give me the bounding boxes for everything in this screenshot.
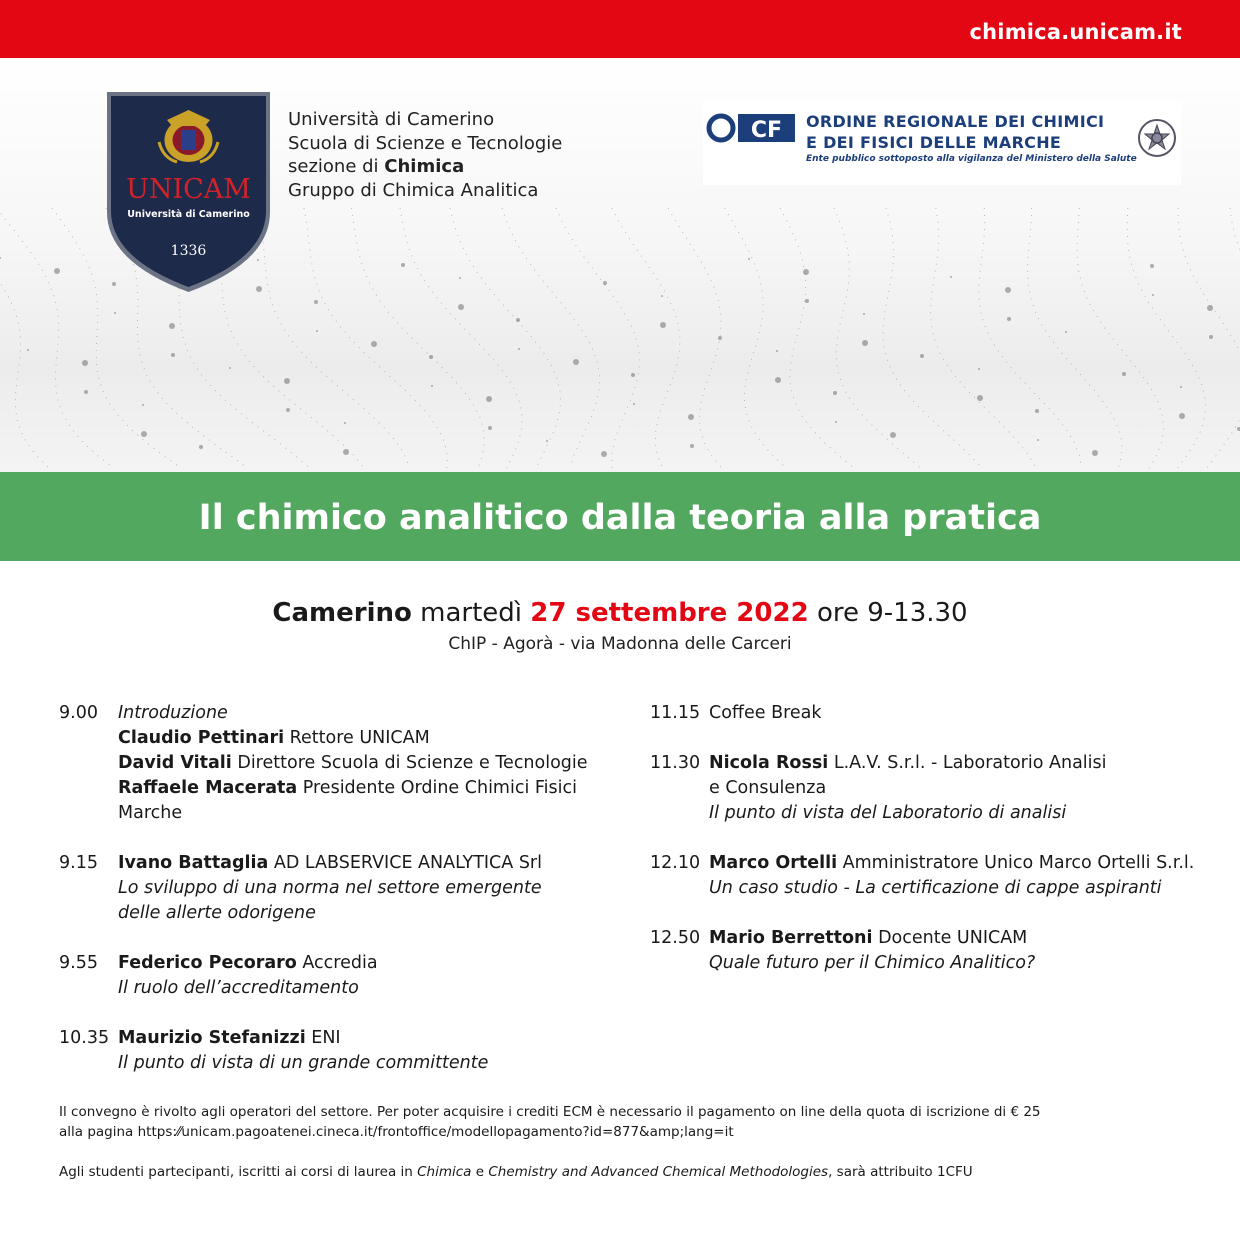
wave-dot	[1122, 372, 1126, 376]
ocf-logo	[703, 101, 1181, 185]
wave-dot	[833, 391, 837, 395]
wave-dot	[601, 451, 607, 457]
program-left-column: 9.00 Introduzione Claudio Pettinari Rettore UNICAM David Vitali Direttore Scuola di Scienze e Tecnologie Raffaele Macerata Presidente Ordine Chimici Fisici Marche 9.15 Ivano Battaglia AD LABSERVICE ANALYTICA Srl Lo sviluppo di una norma nel settore emergente delle allerte odorigene 9.55 Federico Pecoraro Accredia Il ruolo dell’accreditamento 10.35 Maurizio Stefanizzi ENI Il punto di vista di un grande committente	[59, 703, 588, 1073]
wave-dot	[84, 390, 88, 394]
wave-line	[1077, 208, 1164, 468]
wave-dot	[371, 341, 377, 347]
wave-dot	[1005, 287, 1011, 293]
university-info	[288, 108, 562, 202]
ocf-acronym-icon	[706, 113, 796, 143]
wave-dot	[978, 368, 980, 370]
wave-dot	[631, 373, 635, 377]
wave-dot	[316, 330, 318, 332]
wave-dot	[977, 395, 983, 401]
wave-dot	[516, 318, 520, 322]
wave-dot	[661, 295, 663, 297]
wave-dot	[27, 349, 29, 351]
wave-line	[612, 208, 680, 468]
wave-dot	[805, 299, 809, 303]
wave-line	[556, 208, 639, 468]
wave-dot	[142, 404, 144, 406]
wave-dot	[284, 378, 290, 384]
site-url-link[interactable]: chimica.unicam.it	[969, 20, 1182, 44]
wave-dot	[0, 257, 1, 259]
wave-dot	[169, 323, 175, 329]
program-right-column: 11.15 Coffee Break 11.30 Nicola Rossi L.A.V. S.r.l. - Laboratorio Analisi e Consulenza Il punto di vista del Laboratorio di analisi 12.10 Marco Ortelli Amministratore Unico Marco Ortelli S.r.l. Un caso studio - La certificazione di cappe aspiranti 12.50 Mario Berrettoni Docente UNICAM Quale futuro per il Chimico Analitico?	[650, 703, 1195, 973]
wave-line	[450, 208, 561, 468]
wave-dot	[862, 340, 868, 346]
section-name: sezione di Chimica	[288, 156, 465, 177]
wave-dot	[518, 348, 520, 350]
wave-dot	[486, 396, 492, 402]
italian-republic-emblem-icon	[1135, 113, 1179, 163]
wave-dot	[344, 422, 346, 424]
wave-line	[0, 208, 49, 468]
registration-note: Il convegno è rivolto agli operatori del settore. Per poter acquisire i crediti ECM è necessario il pagamento on line della quota di iscrizione di € 25 alla pagina https:⁄⁄unicam.pagoatenei.cineca.it/frontoffice/modellopagamento?id=877&amp;lang=it	[59, 1104, 1041, 1140]
group-name: Gruppo di Chimica Analitica	[288, 179, 539, 201]
wave-line	[256, 208, 409, 468]
wave-dot	[775, 377, 781, 383]
wave-line	[1127, 208, 1205, 468]
wave-line	[883, 208, 982, 468]
wave-dot	[314, 300, 318, 304]
svg-text:CF: CF	[750, 118, 783, 143]
title-banner	[0, 472, 1240, 561]
wave-dot	[1007, 317, 1011, 321]
wave-line	[780, 208, 854, 468]
wave-dot	[633, 403, 635, 405]
wave-line	[1028, 208, 1122, 468]
wave-line	[304, 208, 447, 468]
wave-dot	[863, 313, 865, 315]
wave-dot	[803, 269, 809, 275]
event-datetime: Camerino martedì 27 settembre 2022 ore 9-13.30	[272, 598, 968, 628]
wave-line	[979, 208, 1082, 468]
wave-dot	[343, 449, 349, 455]
wave-dot	[660, 322, 666, 328]
wave-line	[668, 208, 721, 468]
wave-line	[400, 208, 522, 468]
wave-dot	[603, 281, 607, 285]
svg-text:1336: 1336	[170, 243, 207, 259]
wave-dot	[835, 421, 837, 423]
wave-dot	[229, 367, 231, 369]
ocf-name: ORDINE REGIONALE DEI CHIMICI E DEI FISICI DELLE MARCHE	[806, 112, 1105, 152]
wave-dot	[1152, 294, 1154, 296]
wave-dot	[688, 414, 694, 420]
university-name: Università di Camerino	[288, 109, 495, 130]
wave-dot	[1092, 450, 1098, 456]
wave-line	[1178, 208, 1240, 468]
wave-line	[352, 208, 485, 468]
event-venue: ChIP - Agorà - via Madonna delle Carceri	[448, 634, 792, 654]
wave-dot	[429, 355, 433, 359]
wave-dot	[459, 277, 461, 279]
wave-line	[502, 208, 600, 468]
wave-line	[725, 208, 787, 468]
wave-dot	[690, 444, 694, 448]
wave-dot	[401, 263, 405, 267]
wave-dot	[776, 350, 778, 352]
wave-dot	[573, 359, 579, 365]
wave-dot	[458, 304, 464, 310]
svg-text:UNICAM: UNICAM	[126, 174, 251, 205]
wave-dot	[431, 385, 433, 387]
wave-dot	[199, 445, 203, 449]
wave-dot	[1180, 386, 1182, 388]
wave-dot	[82, 360, 88, 366]
wave-dot	[1209, 335, 1213, 339]
wave-dot	[890, 432, 896, 438]
wave-line	[931, 208, 1037, 468]
wave-dot	[1037, 439, 1039, 441]
wave-dot	[1150, 264, 1154, 268]
intro-label: Introduzione	[118, 703, 228, 723]
wave-dot	[546, 440, 548, 442]
wave-dot	[1207, 305, 1213, 311]
event-title: Il chimico analitico dalla teoria alla pratica	[198, 498, 1042, 538]
wave-dot	[171, 353, 175, 357]
wave-dot	[1065, 331, 1067, 333]
wave-dot	[141, 431, 147, 437]
svg-text:Università di Camerino: Università di Camerino	[127, 209, 250, 220]
wave-dot	[1035, 409, 1039, 413]
wave-dot	[286, 408, 290, 412]
wave-dot	[54, 268, 60, 274]
wave-dot	[950, 276, 952, 278]
wave-dot	[748, 258, 750, 260]
ocf-tagline: Ente pubblico sottoposto alla vigilanza del Ministero della Salute	[806, 154, 1137, 164]
wave-line	[0, 208, 113, 468]
wave-dot	[920, 354, 924, 358]
top-banner	[0, 0, 1240, 58]
unicam-logo	[107, 92, 270, 292]
wave-line	[834, 208, 920, 468]
school-name: Scuola di Scienze e Tecnologie	[288, 132, 563, 154]
wave-dot	[488, 426, 492, 430]
wave-dot	[718, 336, 722, 340]
wave-dot	[1179, 413, 1185, 419]
payment-link[interactable]: alla pagina https:⁄⁄unicam.pagoatenei.cineca.it/frontoffice/modellopagamento?id=877&amp;lang=it	[59, 1124, 734, 1140]
students-note: Agli studenti partecipanti, iscritti ai corsi di laurea in Chimica e Chemistry and Advanced Chemical Methodologies, sarà attribuito 1CFU	[59, 1164, 973, 1180]
wave-dot	[114, 312, 116, 314]
